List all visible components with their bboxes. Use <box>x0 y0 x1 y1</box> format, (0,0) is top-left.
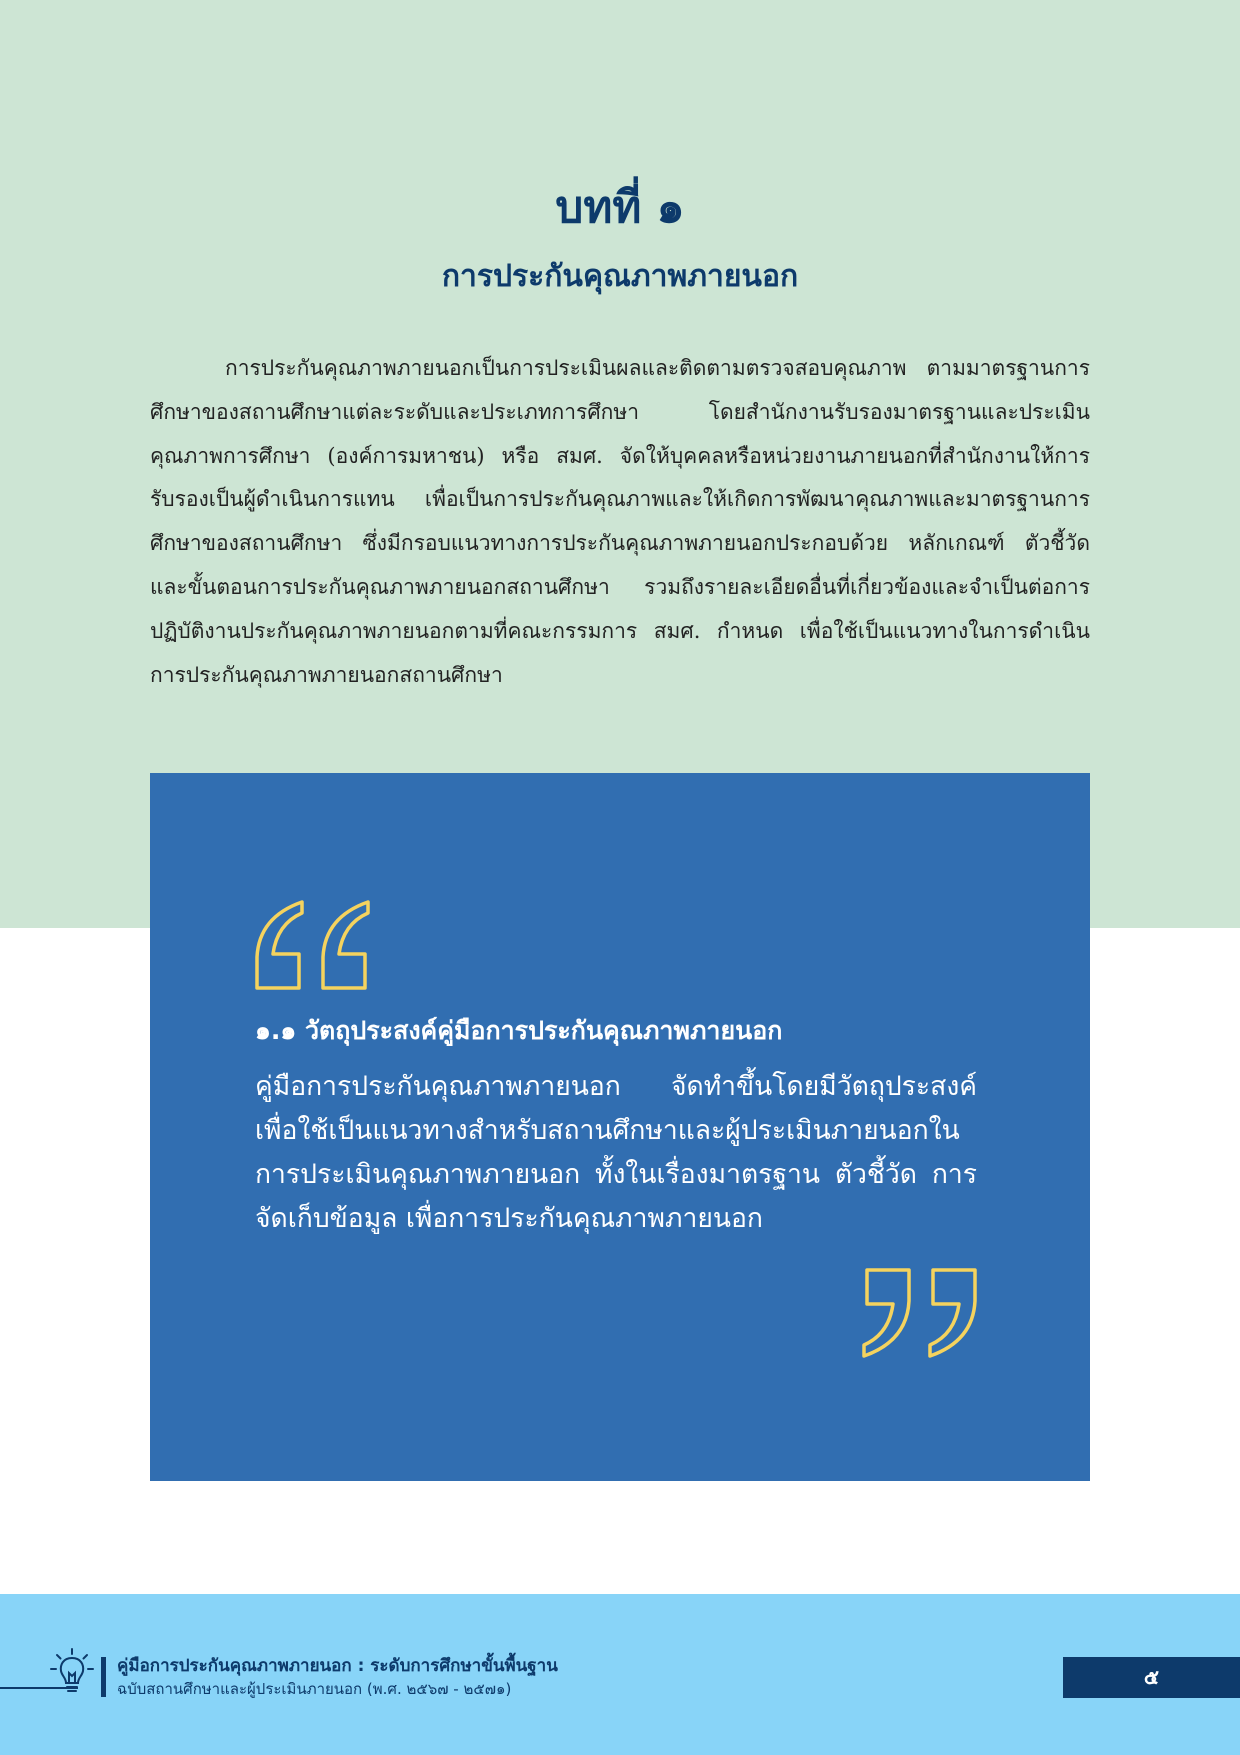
objective-body: คู่มือการประกันคุณภาพภายนอก จัดทำขึ้นโดยมีวัตถุประสงค์เพื่อใช้เป็นแนวทางสำหรับสถานศึกษาและผู้ประเมินภายนอกในการประเมินคุณภาพภายนอก ทั้งในเรื่องมาตรฐาน ตัวชี้วัด การจัดเก็บข้อมูล เพื่อการประกันคุณภาพภายนอก <box>255 1071 977 1234</box>
footer-accent-bar <box>101 1657 106 1697</box>
footer-title: คู่มือการประกันคุณภาพภายนอก : ระดับการศึกษาขั้นพื้นฐาน <box>117 1656 558 1676</box>
chapter-subtitle: การประกันคุณภาพภายนอก <box>441 259 799 294</box>
intro-paragraph: การประกันคุณภาพภายนอกเป็นการประเมินผลและติดตามตรวจสอบคุณภาพ ตามมาตรฐานการศึกษาของสถานศึกษาแต่ละระดับและประเภทการศึกษา โดยสำนักงานรับรองมาตรฐานและประเมินคุณภาพการศึกษา (องค์การมหาชน) หรือ สมศ. จัดให้บุคคลหรือหน่วยงานภายนอกที่สำนักงานให้การรับรองเป็นผู้ดำเนินการแทน เพื่อเป็นการประกันคุณภาพและให้เกิดการพัฒนาคุณภาพและมาตรฐานการศึกษาของสถานศึกษา ซึ่งมีกรอบแนวทางการประกันคุณภาพภายนอกประกอบด้วย หลักเกณฑ์ ตัวชี้วัด และขั้นตอนการประกันคุณภาพภายนอกสถานศึกษา รวมถึงรายละเอียดอื่นที่เกี่ยวข้องและจำเป็นต่อการปฏิบัติงานประกันคุณภาพภายนอกตามที่คณะกรรมการ สมศ. กำหนด เพื่อใช้เป็นแนวทางในการดำเนินการประกันคุณภาพภายนอกสถานศึกษา <box>150 356 1090 687</box>
page-number: ๕ <box>1063 1657 1240 1698</box>
objective-quote-box <box>150 773 1090 1481</box>
lightbulb-icon <box>50 1648 94 1694</box>
objective-heading: ๑.๑ วัตถุประสงค์คู่มือการประกันคุณภาพภายนอก <box>255 1016 783 1045</box>
open-quote-icon <box>254 899 374 991</box>
footer-band <box>0 1594 1240 1755</box>
footer-subtitle: ฉบับสถานศึกษาและผู้ประเมินภายนอก (พ.ศ. ๒๕๖๗ - ๒๕๗๑) <box>117 1680 512 1698</box>
chapter-title: บทที่ ๑ <box>555 182 685 233</box>
close-quote-icon <box>858 1267 978 1359</box>
